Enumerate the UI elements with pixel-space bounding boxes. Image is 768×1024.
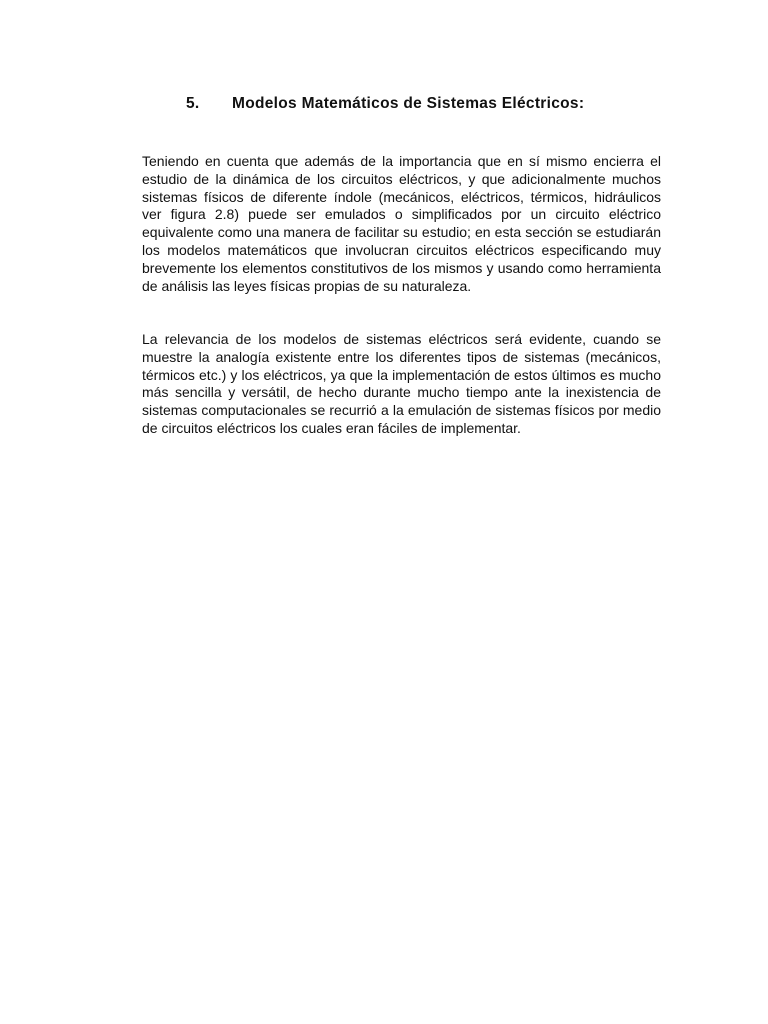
section-heading xyxy=(186,95,584,113)
body-paragraph-2: La relevancia de los modelos de sistemas eléctricos será evidente, cuando se muestre la analogía existente entre los diferentes tipos de sistemas (mecánicos, térmicos etc.) y los eléctricos, ya que la implementación de estos últimos es mucho más sencilla y versátil, de hecho durante mucho tiempo ante la inexistencia de sistemas computacionales se recurrió a la emulación de sistemas físicos por medio de circuitos eléctricos los cuales eran fáciles de implementar. xyxy=(142,331,661,436)
section-number: 5. xyxy=(186,95,200,112)
section-title: Modelos Matemáticos de Sistemas Eléctricos: xyxy=(232,95,585,112)
body-paragraph-1: Teniendo en cuenta que además de la importancia que en sí mismo encierra el estudio de la dinámica de los circuitos eléctricos, y que adicionalmente muchos sistemas físicos de diferente índole (mecánicos, eléctricos, térmicos, hidráulicos ver figura 2.8) puede ser emulados o simplificados por un circuito eléctrico equivalente como una manera de facilitar su estudio; en esta sección se estudiarán los modelos matemáticos que involucran circuitos eléctricos especificando muy brevemente los elementos constitutivos de los mismos y usando como herramienta de análisis las leyes físicas propias de su naturaleza. xyxy=(142,153,661,294)
